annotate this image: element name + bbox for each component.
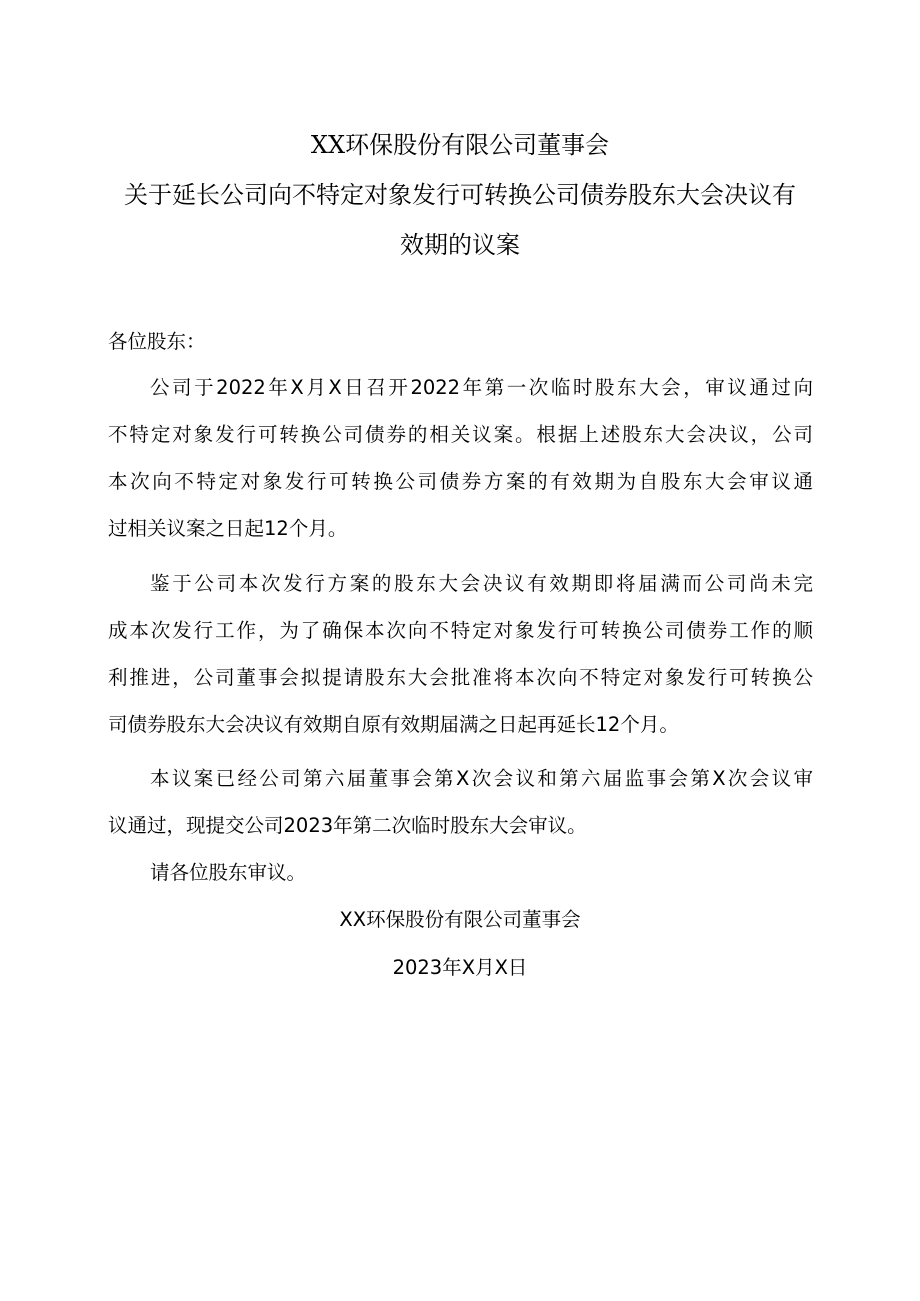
paragraph-line: 鉴于公司本次发行方案的股东大会决议有效期即将届满而公司尚未完 <box>150 572 813 595</box>
paragraph-line: 成本次发行工作，为了确保本次向不特定对象发行可转换公司债券工作的顺 <box>108 619 813 642</box>
title-line-1: XX环保股份有限公司董事会 <box>310 131 610 159</box>
closing-organization: XX环保股份有限公司董事会 <box>339 908 581 931</box>
paragraph-line: 不特定对象发行可转换公司债券的相关议案。根据上述股东大会决议，公司 <box>108 423 813 446</box>
paragraph-line: 司债券股东大会决议有效期自原有效期届满之日起再延长12个月。 <box>108 713 679 736</box>
paragraph-line: 议通过，现提交公司2023年第二次临时股东大会审议。 <box>108 814 587 837</box>
title-line-3: 效期的议案 <box>400 231 520 259</box>
paragraph-2 <box>108 570 813 758</box>
paragraph-line: 请各位股东审议。 <box>150 861 307 884</box>
salutation: 各位股东： <box>108 330 206 353</box>
paragraph-3 <box>108 765 813 859</box>
paragraph-line: 公司于2022年X月X日召开2022年第一次临时股东大会，审议通过向 <box>150 376 813 399</box>
paragraph-4 <box>108 859 813 906</box>
closing-date: 2023年X月X日 <box>392 956 528 979</box>
paragraph-line: 本次向不特定对象发行可转换公司债券方案的有效期为自股东大会审议通 <box>108 470 813 493</box>
paragraph-line: 过相关议案之日起12个月。 <box>108 517 348 540</box>
paragraph-1 <box>108 374 813 562</box>
paragraph-line: 利推进，公司董事会拟提请股东大会批准将本次向不特定对象发行可转换公 <box>108 666 813 689</box>
paragraph-line: 本议案已经公司第六届董事会第X次会议和第六届监事会第X次会议审 <box>150 767 813 790</box>
title-line-2: 关于延长公司向不特定对象发行可转换公司债券股东大会决议有 <box>124 181 796 209</box>
